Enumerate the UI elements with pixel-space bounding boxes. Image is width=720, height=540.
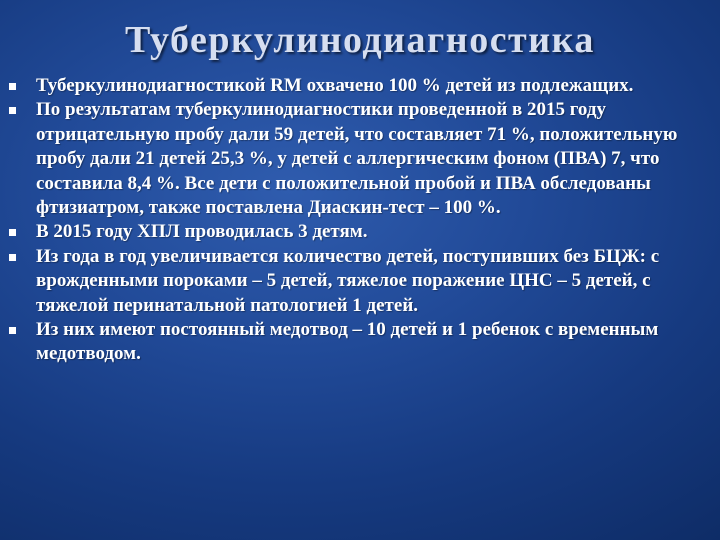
square-bullet-icon — [9, 229, 16, 236]
bullet-item — [0, 98, 720, 220]
bullet-text: По результатам туберкулинодиагностики проведенной в 2015 году отрицательную пробу дали 59 детей, что составляет 71 %, положительную пробу дали 21 детей 25,3 %, у детей с аллергическим фоном (ПВА) 7, что составила 8,4 %. Все дети с положительной пробой и ПВА обследованы фтизиатром, также поставлена Диаскин-тест – 100 %. — [36, 99, 678, 219]
bullet-item — [0, 318, 720, 367]
square-bullet-icon — [9, 107, 16, 114]
bullet-text: Из них имеют постоянный медотвод – 10 детей и 1 ребенок с временным медотводом. — [36, 319, 659, 365]
bullet-item — [0, 245, 720, 318]
square-bullet-icon — [9, 254, 16, 261]
bullet-text: В 2015 году ХПЛ проводилась 3 детям. — [36, 221, 368, 243]
bullet-list — [0, 74, 720, 367]
bullet-text: Из года в год увеличивается количество детей, поступивших без БЦЖ: с врожденными пороками – 5 детей, тяжелое поражение ЦНС – 5 детей, с тяжелой перинатальной патологией 1 детей. — [36, 245, 660, 316]
slide-title: Туберкулинодиагностика — [125, 19, 595, 61]
bullet-item — [0, 220, 720, 244]
square-bullet-icon — [9, 83, 16, 90]
bullet-item — [0, 74, 720, 98]
bullet-text: Туберкулинодиагностикой RM охвачено 100 % детей из подлежащих. — [36, 75, 634, 96]
square-bullet-icon — [9, 327, 16, 334]
